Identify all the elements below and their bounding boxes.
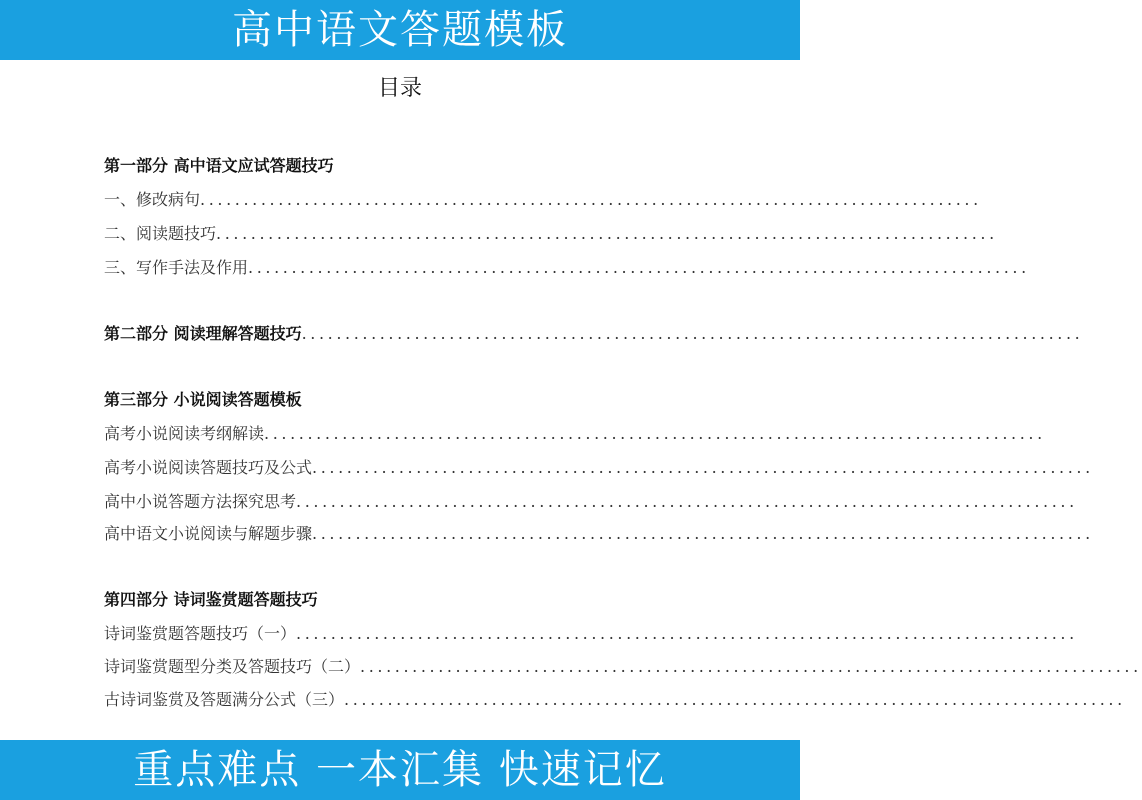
toc-entry-label: 高考小说阅读答题技巧及公式 [104, 458, 313, 477]
leader-dots: .......................................................................................... [360, 657, 1142, 676]
leader-dots: .......................................................................................... [200, 190, 982, 209]
toc-entry-label: 第二部分 阅读理解答题技巧 [104, 324, 302, 343]
leader-dots: .......................................................................................... [264, 424, 1046, 443]
toc-entry-label: 古诗词鉴赏及答题满分公式（三） [104, 690, 345, 709]
toc-entry-label: 高中语文小说阅读与解题步骤 [104, 524, 313, 543]
section-heading-part2[interactable] [104, 323, 1084, 345]
leader-dots: .......................................................................................... [296, 624, 1078, 643]
leader-dots: .......................................................................................... [312, 458, 1094, 477]
page-title: 高中语文答题模板 [232, 7, 568, 53]
toc-entry[interactable] [104, 523, 1094, 545]
leader-dots: .......................................................................................... [301, 324, 1084, 343]
toc-entry[interactable] [104, 623, 1078, 645]
toc-entry-label: 一、修改病句 [104, 190, 201, 209]
toc-entry[interactable] [104, 457, 1094, 479]
section-heading-part1: 第一部分 高中语文应试答题技巧 [104, 156, 334, 175]
header-banner [0, 0, 800, 60]
toc-entry[interactable] [104, 189, 982, 211]
leader-dots: .......................................................................................... [312, 524, 1094, 543]
footer-slogan: 重点难点 一本汇集 快速记忆 [133, 747, 667, 793]
leader-dots: .......................................................................................... [344, 690, 1126, 709]
toc-title: 目录 [377, 76, 422, 101]
leader-dots: .......................................................................................... [248, 258, 1030, 277]
leader-dots: .......................................................................................... [296, 492, 1078, 511]
footer-banner [0, 740, 800, 800]
leader-dots: .......................................................................................... [216, 224, 998, 243]
toc-entry-label: 诗词鉴赏题答题技巧（一） [104, 624, 297, 643]
toc-entry[interactable] [104, 223, 998, 245]
toc-entry-label: 高中小说答题方法探究思考 [104, 492, 297, 511]
toc-entry[interactable] [104, 689, 1126, 711]
toc-entry[interactable] [104, 423, 1046, 445]
toc-entry-label: 高考小说阅读考纲解读 [104, 424, 265, 443]
section-heading-part4: 第四部分 诗词鉴赏题答题技巧 [104, 590, 318, 609]
toc-entry-label: 三、写作手法及作用 [104, 258, 249, 277]
toc-entry[interactable] [104, 656, 1142, 678]
toc-entry[interactable] [104, 491, 1078, 513]
section-heading-part3: 第三部分 小说阅读答题模板 [104, 390, 302, 409]
toc-entry-label: 诗词鉴赏题型分类及答题技巧（二） [104, 657, 361, 676]
toc-entry[interactable] [104, 257, 1030, 279]
toc-entry-label: 二、阅读题技巧 [104, 224, 217, 243]
